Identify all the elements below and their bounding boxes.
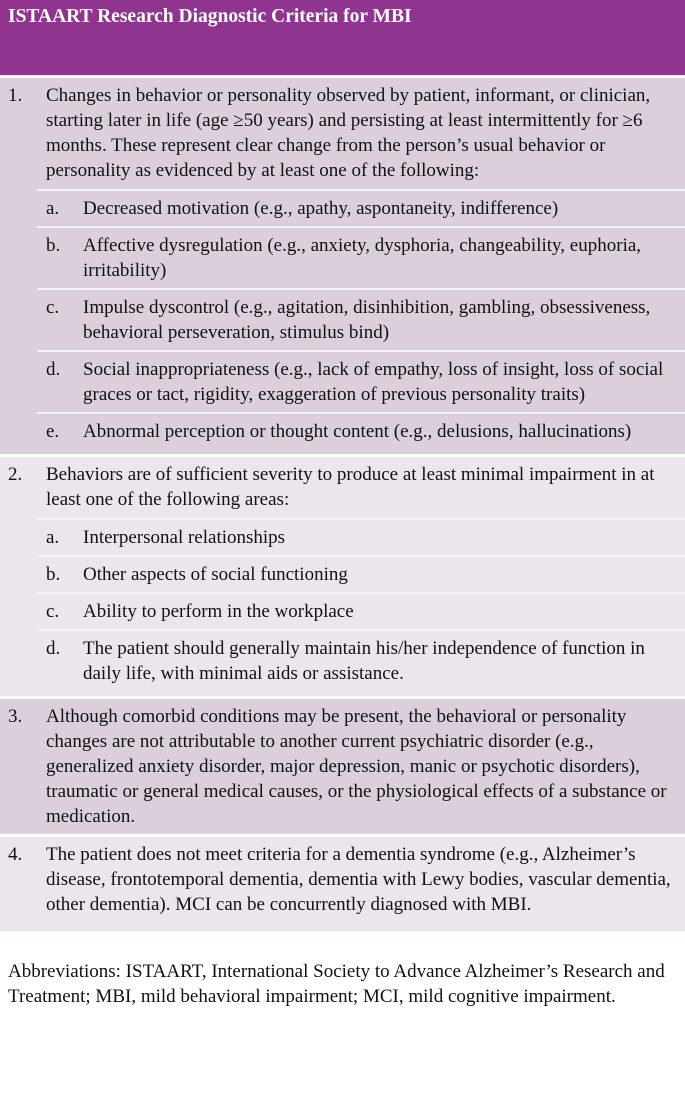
sub-item <box>37 350 685 412</box>
sub-item <box>37 412 685 449</box>
criterion-number: 4. <box>8 844 23 865</box>
abbreviations-footnote: Abbreviations: ISTAART, International Society to Advance Alzheimer’s Research and Treatment; MBI, mild behavioral impairment; MCI, mild cognitive impairment. <box>8 961 665 1007</box>
criterion-text: The patient does not meet criteria for a dementia syndrome (e.g., Alzheimer’s disease, frontotemporal dementia, dementia with Lewy bodies, vascular dementia, other dementia). MCI can be concurrently diagnosed with MBI. <box>46 844 671 915</box>
sub-item-text: Ability to perform in the workplace <box>83 601 354 622</box>
sub-item-letter: c. <box>46 297 60 318</box>
sub-item-letter: b. <box>46 235 61 256</box>
sub-item-letter: a. <box>46 198 60 219</box>
sub-item <box>37 592 685 629</box>
sub-item-text: Other aspects of social functioning <box>83 564 348 585</box>
sub-item-letter: a. <box>46 527 60 548</box>
sub-item <box>37 189 685 226</box>
sub-item <box>37 518 685 555</box>
criterion-text: Behaviors are of sufficient severity to produce at least minimal impairment in at least one of the following areas: <box>46 464 655 510</box>
sub-item-letter: b. <box>46 564 61 585</box>
criterion-2 <box>0 457 685 696</box>
sub-item-letter: c. <box>46 601 60 622</box>
sub-item-text: The patient should generally maintain his/her independence of function in daily life, with minimal aids or assistance. <box>83 638 645 684</box>
criterion-number: 2. <box>8 464 23 485</box>
criterion-text: Although comorbid conditions may be present, the behavioral or personality changes are not attributable to another current psychiatric disorder (e.g., generalized anxiety disorder, major depression, manic or psychotic disorders), traumatic or general medical causes, or the physiological effects of a substance or medication. <box>46 706 667 827</box>
sub-item-letter: d. <box>46 638 61 659</box>
sub-item-letter: e. <box>46 421 60 442</box>
sub-item-text: Affective dysregulation (e.g., anxiety, dysphoria, changeability, euphoria, irritability) <box>83 235 642 281</box>
sub-item <box>37 226 685 288</box>
sub-item-text: Impulse dyscontrol (e.g., agitation, disinhibition, gambling, obsessiveness, behavioral perseveration, stimulus bind) <box>83 297 651 343</box>
sub-item <box>37 629 685 691</box>
criterion-3 <box>0 699 685 834</box>
sub-item-text: Decreased motivation (e.g., apathy, aspontaneity, indifference) <box>83 198 559 219</box>
criterion-number: 1. <box>8 85 23 106</box>
sub-item-text: Abnormal perception or thought content (e.g., delusions, hallucinations) <box>83 421 632 442</box>
sub-item <box>37 555 685 592</box>
table-title: ISTAART Research Diagnostic Criteria for MBI <box>0 0 685 75</box>
sub-item-letter: d. <box>46 359 61 380</box>
sub-item-text: Social inappropriateness (e.g., lack of empathy, loss of insight, loss of social graces or tact, rigidity, exaggeration of previous personality traits) <box>83 359 664 405</box>
criterion-number: 3. <box>8 706 23 727</box>
criterion-text: Changes in behavior or personality observed by patient, informant, or clinician, starting later in life (age ≥50 years) and persisting at least intermittently for ≥6 months. These represent clear change from the person’s usual behavior or personality as evidenced by at least one of the following: <box>46 85 651 181</box>
criterion-4 <box>0 837 685 931</box>
criterion-1 <box>0 78 685 454</box>
sub-item <box>37 288 685 350</box>
sub-item-text: Interpersonal relationships <box>83 527 286 548</box>
